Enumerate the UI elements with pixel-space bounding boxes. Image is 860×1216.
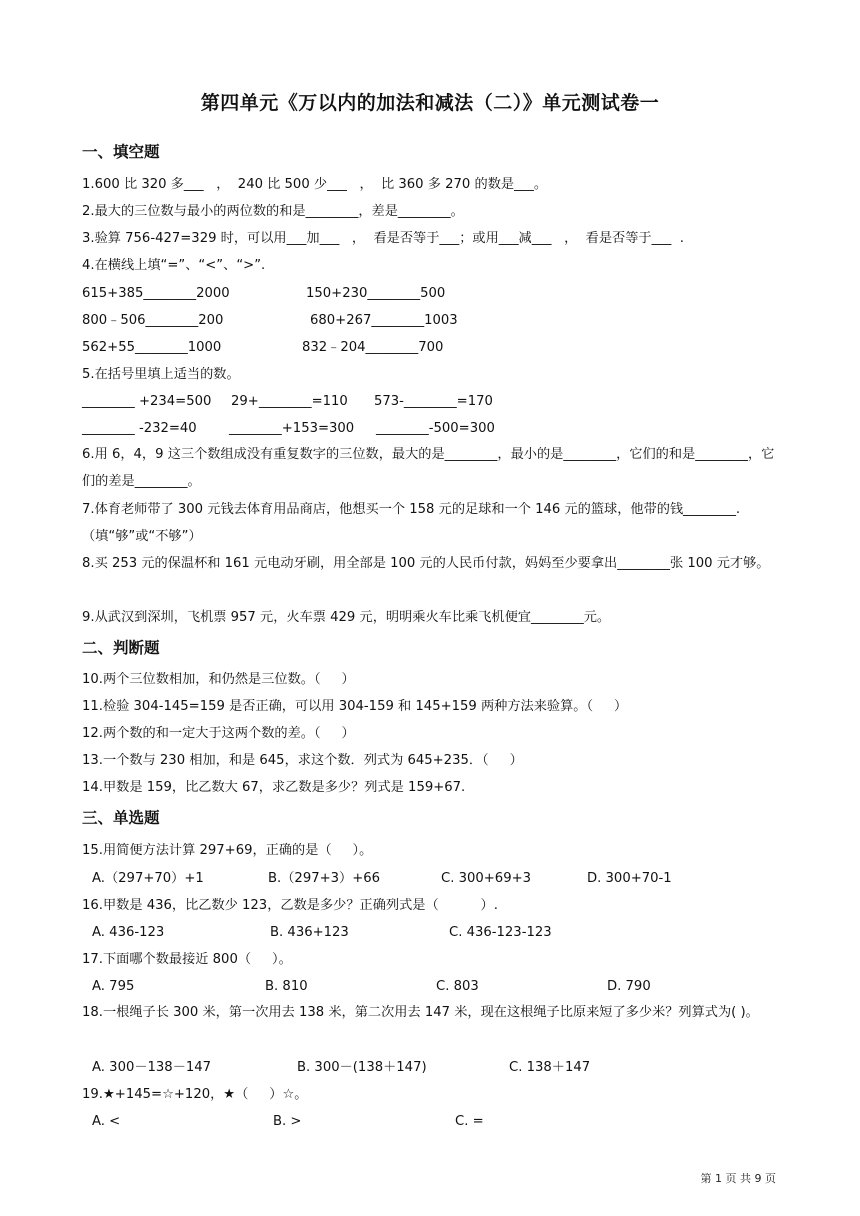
question-15: 15.用简便方法计算 297+69，正确的是（ ）。 [82, 843, 373, 858]
question-6: 6.用 6，4，9 这三个数组成没有重复数字的三位数，最大的是________，最小的是________，它们的和是________，它们的差是________。 [82, 447, 775, 489]
q16-option-a: A. 436-123 [92, 925, 165, 940]
q17-option-a: A. 795 [92, 979, 135, 994]
question-1: 1.600 比 320 多___ ， 240 比 500 少___ ， 比 360 多 270 的数是___。 [82, 177, 548, 192]
q16-option-c: C. 436-123-123 [449, 925, 552, 940]
q5-item: 573-________=170 [374, 394, 493, 409]
q4-item: 562+55________1000 [82, 340, 222, 355]
q5-item: ________ +234=500 [82, 394, 212, 409]
question-16: 16.甲数是 436，比乙数少 123，乙数是多少？正确列式是（ ）. [82, 898, 498, 913]
question-12: 12.两个数的和一定大于这两个数的差。（ ） [82, 726, 355, 741]
q5-item: ________ -232=40 [82, 421, 197, 436]
q16-option-b: B. 436+123 [270, 925, 349, 940]
page-number-footer: 第 1 页 共 9 页 [700, 1172, 776, 1185]
question-13: 13.一个数与 230 相加，和是 645，求这个数．列式为 645+235．（ ） [82, 753, 523, 768]
section-heading-judge: 二、判断题 [82, 639, 160, 657]
q4-item: 150+230________500 [306, 286, 446, 301]
q19-option-c: C. = [455, 1114, 484, 1129]
q5-item: 29+________=110 [231, 394, 348, 409]
question-3: 3.验算 756-427=329 时，可以用___加___ ， 看是否等于___；或用___减___ ， 看是否等于___ . [82, 231, 684, 246]
q15-option-c: C. 300+69+3 [441, 871, 532, 886]
page-title: 第四单元《万以内的加法和减法（二）》单元测试卷一 [200, 92, 660, 114]
question-2: 2.最大的三位数与最小的两位数的和是________，差是________。 [82, 204, 464, 219]
question-5: 5.在括号里填上适当的数。 [82, 367, 240, 382]
q15-option-b: B.（297+3）+66 [268, 871, 381, 886]
question-4: 4.在横线上填“=”、“<”、“>”. [82, 258, 266, 273]
q5-item: ________-500=300 [376, 421, 495, 436]
question-7: 7.体育老师带了 300 元钱去体育用品商店，他想买一个 158 元的足球和一个 146 元的篮球，他带的钱________. （填“够”或“不够”） [82, 502, 741, 544]
q19-option-a: A. < [92, 1114, 121, 1129]
question-10: 10.两个三位数相加，和仍然是三位数。（ ） [82, 672, 355, 687]
q17-option-c: C. 803 [436, 979, 479, 994]
q18-option-a: A. 300－138－147 [92, 1060, 212, 1075]
question-8: 8.买 253 元的保温杯和 161 元电动牙刷，用全部是 100 元的人民币付款，妈妈至少要拿出________张 100 元才够。 [82, 556, 770, 571]
question-19: 19.★+145=☆+120，★（ ）☆。 [82, 1087, 308, 1102]
q17-option-d: D. 790 [607, 979, 651, 994]
question-18: 18.一根绳子长 300 米，第一次用去 138 米，第二次用去 147 米，现在这根绳子比原来短了多少米？列算式为( )。 [82, 1005, 759, 1020]
q19-option-b: B. > [273, 1114, 302, 1129]
q15-option-a: A.（297+70）+1 [92, 871, 204, 886]
question-9: 9.从武汉到深圳，飞机票 957 元，火车票 429 元，明明乘火车比乘飞机便宜________元。 [82, 610, 611, 625]
q5-item: ________+153=300 [229, 421, 355, 436]
q17-option-b: B. 810 [265, 979, 308, 994]
q15-option-d: D. 300+70-1 [587, 871, 672, 886]
section-heading-choice: 三、单选题 [82, 809, 160, 827]
section-heading-fill: 一、填空题 [82, 143, 160, 161]
q4-item: 832﹣204________700 [302, 340, 444, 355]
q18-option-b: B. 300－(138＋147) [297, 1060, 427, 1075]
question-14: 14.甲数是 159，比乙数大 67，求乙数是多少？列式是 159+67. [82, 780, 466, 795]
q18-option-c: C. 138＋147 [509, 1060, 591, 1075]
q4-item: 680+267________1003 [310, 313, 458, 328]
question-11: 11.检验 304-145=159 是否正确，可以用 304-159 和 145+159 两种方法来验算。（ ） [82, 699, 628, 714]
question-17: 17.下面哪个数最接近 800（ ）。 [82, 952, 292, 967]
q4-item: 615+385________2000 [82, 286, 230, 301]
q4-item: 800﹣506________200 [82, 313, 224, 328]
